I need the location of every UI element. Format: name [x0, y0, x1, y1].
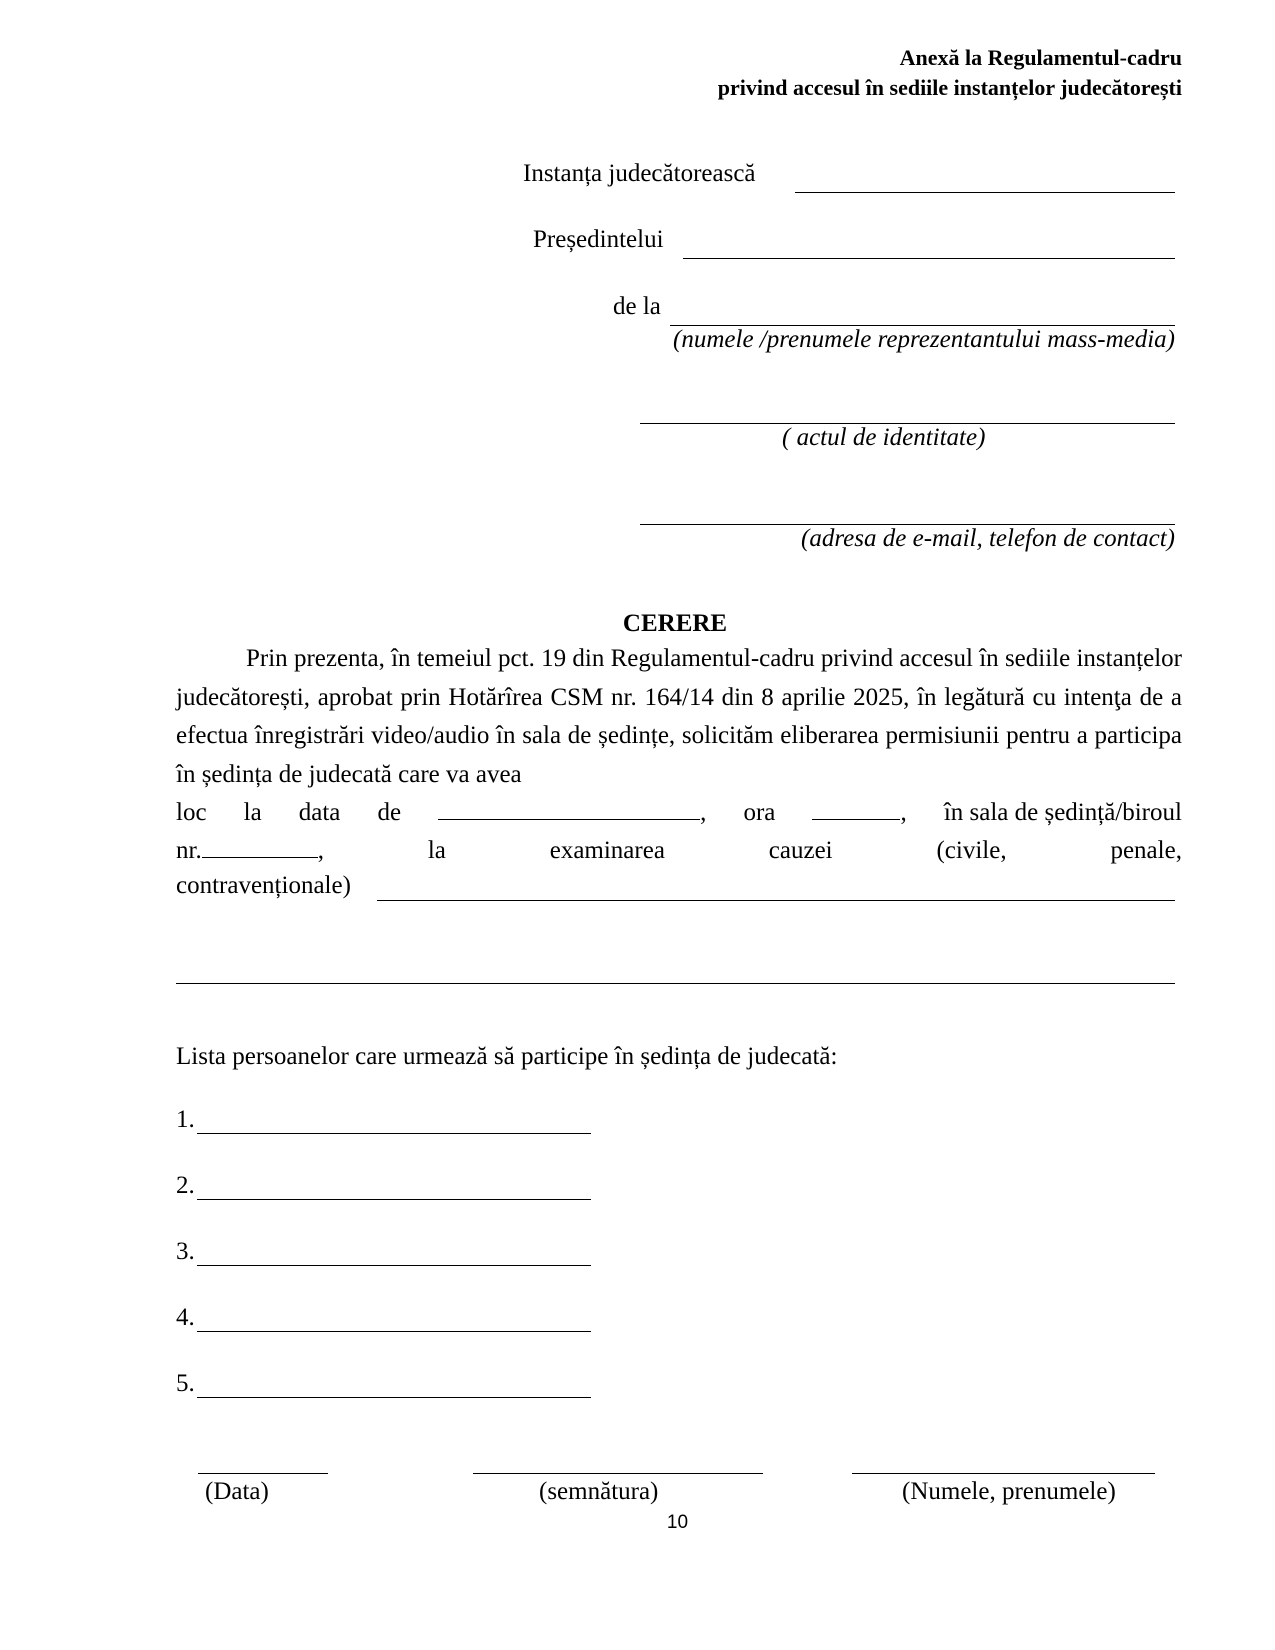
- participant-field-3[interactable]: [197, 1241, 591, 1266]
- request-paragraph: Prin prezenta, în temeiul pct. 19 din Regulamentul-cadru privind accesul în sediile instanțelor judecătorești, aprobat prin Hotărîrea CSM nr. 164/14 din 8 aprilie 2025, în legătură cu intenţa de a efectua înregistrări video/audio în sala de ședințe, solicităm eliberarea permisiunii pentru a participa în ședința de judecată care va avea: [176, 645, 1182, 788]
- list-item-number: 3.: [176, 1238, 195, 1265]
- request-row-date: [176, 795, 1182, 827]
- list-item: [176, 1304, 591, 1332]
- room-group: [176, 835, 324, 865]
- date-field[interactable]: [438, 797, 700, 820]
- participant-field-4[interactable]: [197, 1307, 591, 1332]
- id-document-hint: ( actul de identitate): [782, 424, 986, 451]
- annex-title-line1: Anexă la Regulamentul-cadru: [899, 45, 1182, 70]
- word-examinarea: examinarea: [549, 837, 665, 864]
- room-text: în sala de ședință/biroul: [943, 799, 1182, 826]
- participant-field-2[interactable]: [197, 1175, 591, 1200]
- signature-field[interactable]: [473, 1473, 763, 1474]
- word-penale: penale,: [1110, 837, 1182, 864]
- word-contraventionale: contravenționale): [176, 872, 351, 899]
- list-item: [176, 1370, 591, 1398]
- word-civile: (civile,: [936, 837, 1007, 864]
- name-label: (Numele, prenumele): [902, 1478, 1116, 1505]
- president-field[interactable]: [683, 258, 1175, 259]
- court-field[interactable]: [795, 192, 1175, 193]
- time-group: [812, 797, 906, 827]
- date-comma: ,: [700, 799, 707, 826]
- contact-hint: (adresa de e-mail, telefon de contact): [801, 525, 1175, 552]
- room-number-field[interactable]: [202, 835, 318, 858]
- list-item-number: 1.: [176, 1106, 195, 1133]
- word-loc: loc: [176, 799, 207, 826]
- list-item: [176, 1238, 591, 1266]
- word-data: data: [298, 799, 341, 826]
- annex-title-line2: privind accesul în sediile instanțelor judecătorești: [717, 75, 1182, 100]
- from-label: de la: [613, 293, 661, 320]
- request-row-room: [176, 833, 1182, 865]
- room-comma: ,: [317, 837, 324, 864]
- page-number: 10: [666, 1512, 689, 1533]
- list-item-number: 4.: [176, 1304, 195, 1331]
- list-item: [176, 1172, 591, 1200]
- date-signature-field[interactable]: [198, 1473, 328, 1474]
- signature-label: (semnătura): [539, 1478, 659, 1505]
- time-comma: ,: [900, 799, 907, 826]
- word-ora: ora: [743, 799, 776, 826]
- case-type-field-continued[interactable]: [176, 983, 1175, 984]
- from-hint: (numele /prenumele reprezentantului mass-media): [673, 326, 1175, 353]
- name-signature-field[interactable]: [852, 1473, 1155, 1474]
- time-field[interactable]: [812, 797, 900, 820]
- participant-field-5[interactable]: [197, 1373, 591, 1398]
- word-la: la: [243, 799, 262, 826]
- case-type-field[interactable]: [377, 900, 1175, 901]
- list-item: [176, 1106, 591, 1134]
- word-cauzei: cauzei: [768, 837, 833, 864]
- word-nr: nr.: [176, 837, 202, 864]
- date-group: [438, 797, 706, 827]
- word-de: de: [377, 799, 402, 826]
- list-item-number: 2.: [176, 1172, 195, 1199]
- court-label: Instanța judecătorească: [523, 160, 756, 187]
- request-title: CERERE: [622, 610, 728, 637]
- president-label: Președintelui: [533, 226, 664, 253]
- word-la-2: la: [427, 837, 446, 864]
- participant-field-1[interactable]: [197, 1109, 591, 1134]
- date-label: (Data): [205, 1478, 269, 1505]
- participants-intro: Lista persoanelor care urmează să participe în ședința de judecată:: [176, 1043, 838, 1070]
- list-item-number: 5.: [176, 1370, 195, 1397]
